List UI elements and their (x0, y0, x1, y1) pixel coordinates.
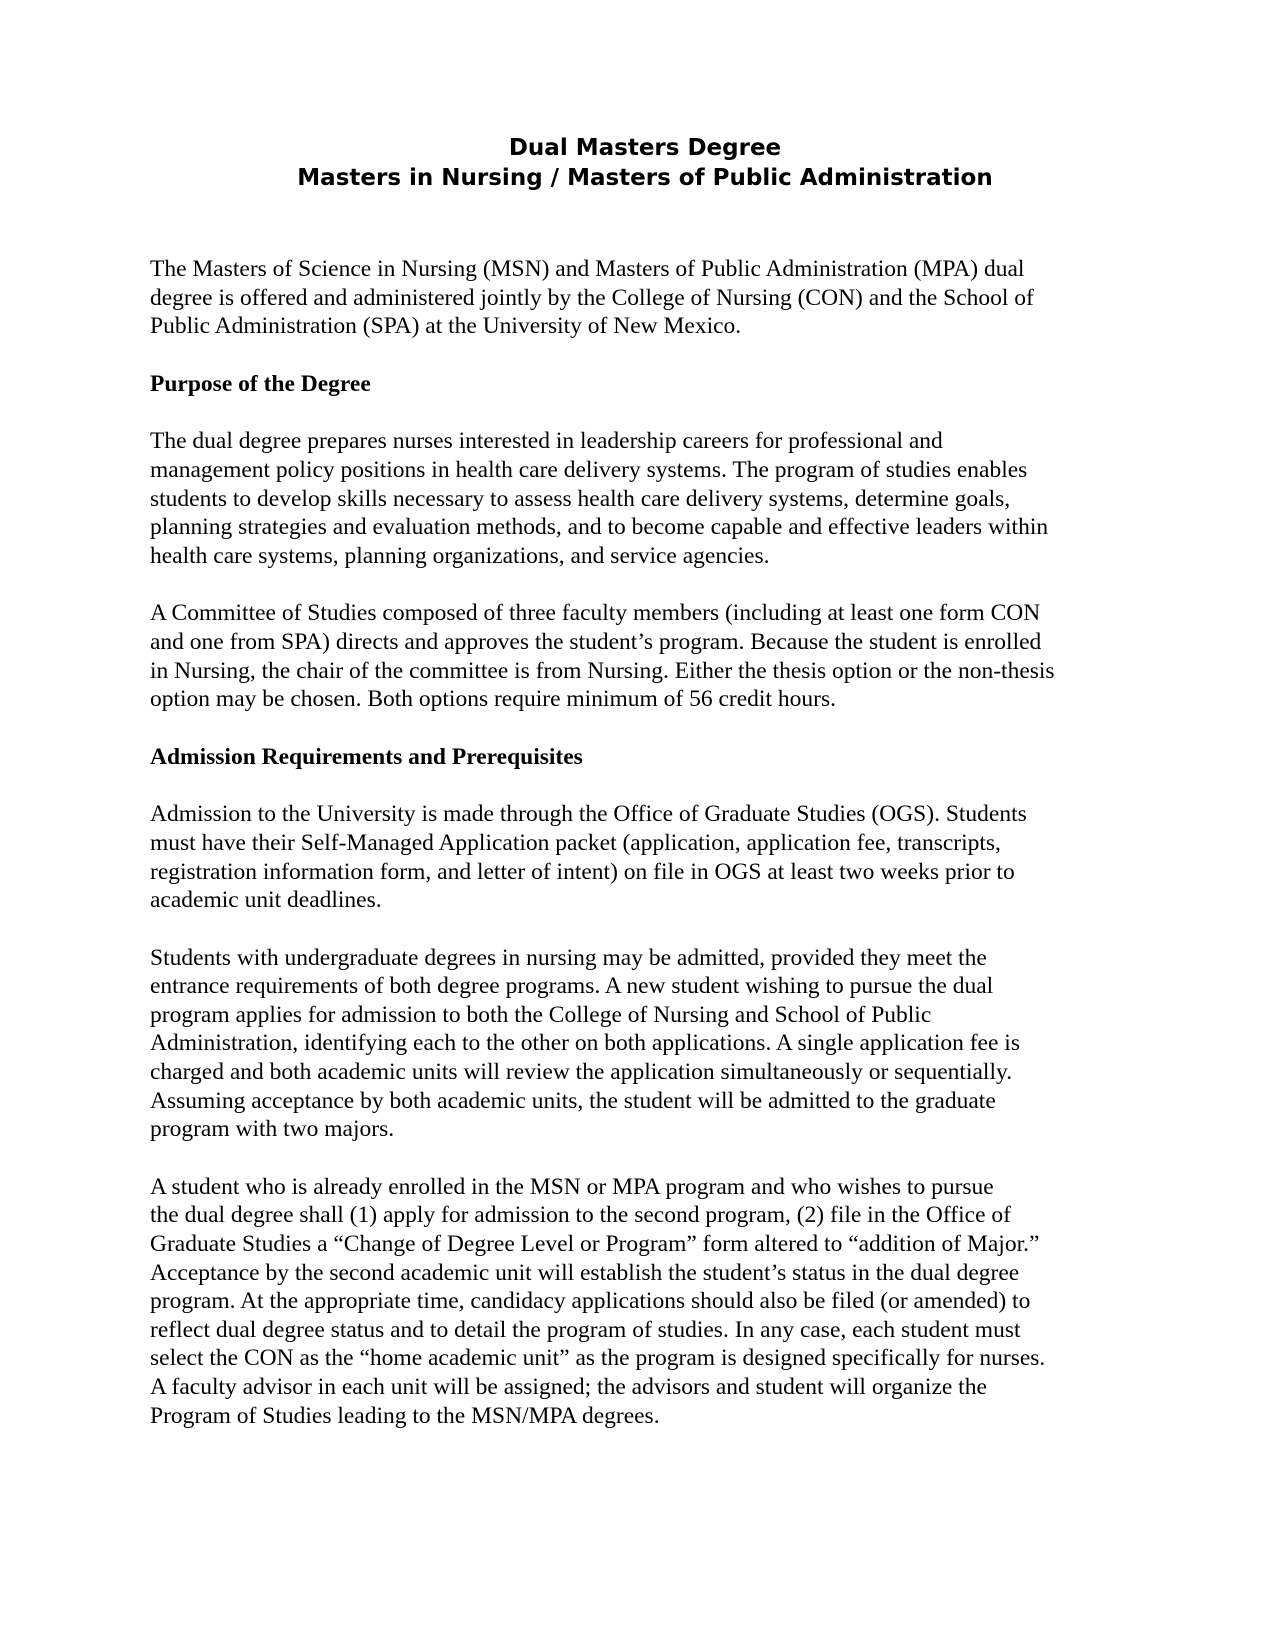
document-page (150, 133, 1140, 1459)
purpose-heading: Purpose of the Degree (150, 370, 371, 397)
text-line: Admission to the University is made through the Office of Graduate Studies (OGS). Students (150, 801, 1027, 828)
text-line: reflect dual degree status and to detail the program of studies. In any case, each student must (150, 1316, 1021, 1343)
text-line: management policy positions in health care delivery systems. The program of studies enables (150, 456, 1028, 483)
text-line: select the CON as the “home academic unit” as the program is designed specifically for nurses. (150, 1345, 1046, 1372)
intro-paragraph (150, 255, 1140, 341)
admission-heading: Admission Requirements and Prerequisites (150, 743, 583, 770)
undergraduate-paragraph (150, 944, 1140, 1144)
text-line: planning strategies and evaluation methods, and to become capable and effective leaders within (150, 514, 1049, 541)
text-line: charged and both academic units will review the application simultaneously or sequentially. (150, 1059, 1013, 1086)
text-line: program applies for admission to both the College of Nursing and School of Public (150, 1001, 932, 1028)
text-line: The Masters of Science in Nursing (MSN) and Masters of Public Administration (MPA) dual (150, 256, 1025, 282)
text-line: must have their Self-Managed Application packet (application, application fee, transcripts, (150, 829, 1001, 856)
text-line: Acceptance by the second academic unit will establish the student’s status in the dual degree (150, 1259, 1020, 1286)
text-line: The dual degree prepares nurses interested in leadership careers for professional and (150, 428, 943, 455)
text-line: students to develop skills necessary to assess health care delivery systems, determine goals, (150, 485, 1011, 512)
title-line: Dual Masters Degree (508, 135, 782, 161)
text-line: program with two majors. (150, 1116, 395, 1143)
text-line: Assuming acceptance by both academic units, the student will be admitted to the graduate (150, 1087, 996, 1114)
text-line: program. At the appropriate time, candidacy applications should also be filed (or amended) to (150, 1288, 1031, 1315)
text-line: Students with undergraduate degrees in nursing may be admitted, provided they meet the (150, 944, 987, 971)
text-line: A student who is already enrolled in the MSN or MPA program and who wishes to pursue (150, 1173, 994, 1200)
text-line: in Nursing, the chair of the committee is from Nursing. Either the thesis option or the non-thesis (150, 657, 1055, 684)
text-line: option may be chosen. Both options require minimum of 56 credit hours. (150, 686, 836, 713)
subtitle-line: Masters in Nursing / Masters of Public Administration (297, 165, 993, 191)
text-line: the dual degree shall (1) apply for admission to the second program, (2) file in the Office of (150, 1202, 1011, 1229)
text-line: registration information form, and letter of intent) on file in OGS at least two weeks prior to (150, 858, 1015, 885)
enrolled-student-paragraph (150, 1173, 1140, 1430)
text-line: degree is offered and administered jointly by the College of Nursing (CON) and the School of (150, 284, 1034, 311)
text-line: Public Administration (SPA) at the University of New Mexico. (150, 313, 742, 340)
purpose-paragraph (150, 427, 1140, 570)
text-line: A faculty advisor in each unit will be assigned; the advisors and student will organize the (150, 1374, 987, 1400)
text-line: Program of Studies leading to the MSN/MPA degrees. (150, 1402, 660, 1429)
committee-paragraph (150, 599, 1140, 713)
text-line: academic unit deadlines. (150, 887, 382, 914)
text-line: Graduate Studies a “Change of Degree Level or Program” form altered to “addition of Major.” (150, 1231, 1040, 1258)
admission-paragraph (150, 800, 1140, 914)
text-line: A Committee of Studies composed of three faculty members (including at least one form CON (150, 600, 1041, 627)
text-line: Administration, identifying each to the other on both applications. A single application fee is (150, 1030, 1020, 1057)
text-line: entrance requirements of both degree programs. A new student wishing to pursue the dual (150, 973, 994, 1000)
document-title (150, 133, 1140, 193)
text-line: health care systems, planning organizations, and service agencies. (150, 542, 770, 569)
document-body (150, 255, 1140, 1430)
text-line: and one from SPA) directs and approves the student’s program. Because the student is enrolled (150, 628, 1042, 655)
